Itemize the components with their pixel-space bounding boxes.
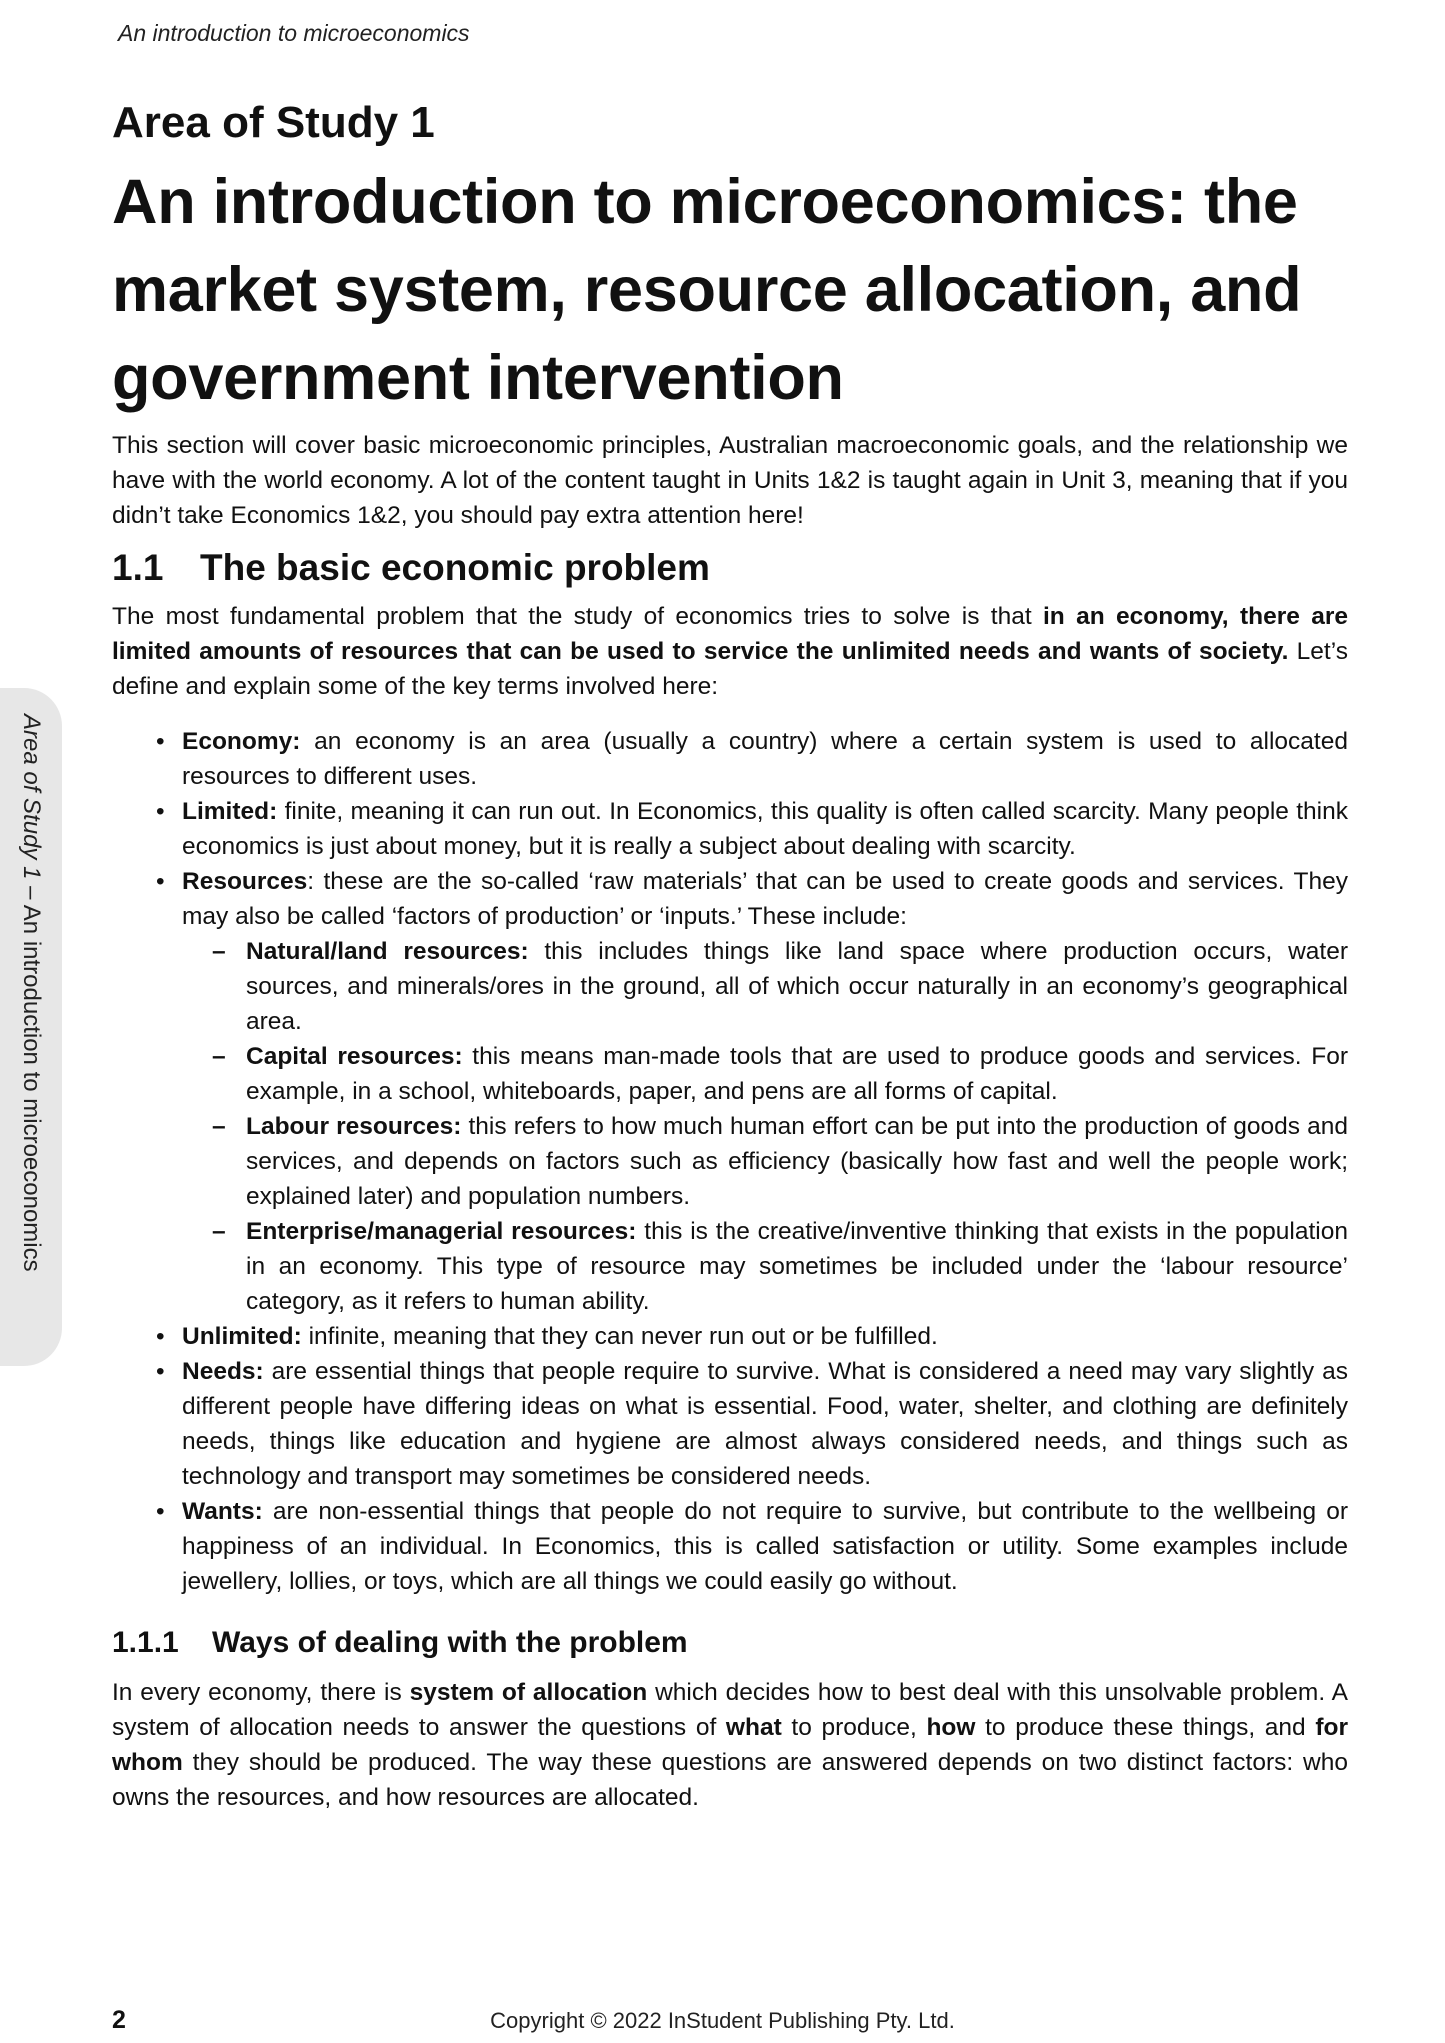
- text-run: they should be produced. The way these questions are answered depends on two distinct factors: who owns the resources, and how resources are allocated.: [112, 1749, 1348, 1811]
- resource-types-list: [182, 934, 1348, 1319]
- term: Enterprise/managerial resources:: [246, 1218, 637, 1245]
- term: Resources: [182, 868, 308, 895]
- bold-run: how: [926, 1714, 976, 1741]
- section-number: 1.1: [112, 547, 164, 588]
- section-heading-1-1-1: [112, 1623, 1348, 1663]
- definition: finite, meaning it can run out. In Economics, this quality is often called scarcity. Many people think economics is just about money, but it is really a subject about dealing with scarcity.: [182, 798, 1348, 860]
- bold-run: in an economy, there are limited amounts of resources that can be used to service the unlimited needs and wants of society.: [112, 603, 1348, 665]
- term: Wants:: [182, 1498, 263, 1525]
- term: Capital resources:: [246, 1043, 463, 1070]
- side-tab: [0, 688, 62, 1366]
- section-title: Ways of dealing with the problem: [212, 1626, 688, 1659]
- text-run: Let’s define and explain some of the key terms involved here:: [112, 638, 1348, 700]
- definition: an economy is an area (usually a country) where a certain system is used to allocated resources to different uses.: [182, 728, 1348, 790]
- list-item-natural: [246, 934, 1348, 1039]
- definition: : these are the so-called ‘raw materials’ that can be used to create goods and services. They may also be called ‘factors of production’ or ‘inputs.’ These include:: [182, 868, 1348, 930]
- text-run: to produce,: [781, 1714, 927, 1741]
- definition: this refers to how much human effort can be put into the production of goods and services, and depends on factors such as efficiency (basically how fast and well the people work; explained later) and population numbers.: [246, 1113, 1348, 1210]
- text-run: to produce these things, and: [975, 1714, 1316, 1741]
- bold-run: what: [725, 1714, 782, 1741]
- page-number: 2: [112, 2006, 126, 2034]
- definition: this includes things like land space where production occurs, water sources, and minerals/ores in the ground, all of which occur naturally in an economy’s geographical area.: [246, 938, 1348, 1035]
- term: Unlimited:: [182, 1323, 302, 1350]
- side-tab-prefix: Area of Study 1: [18, 714, 45, 880]
- running-head: An introduction to microeconomics: [118, 20, 470, 46]
- definition: infinite, meaning that they can never run out or be fulfilled.: [301, 1323, 938, 1350]
- definition: this is the creative/inventive thinking that exists in the population in an economy. This type of resource may sometimes be included under the ‘labour resource’ category, as it refers to human ability.: [246, 1218, 1348, 1315]
- text-run: In every economy, there is: [112, 1679, 410, 1706]
- term: Economy:: [182, 728, 301, 755]
- intro-paragraph: This section will cover basic microeconomic principles, Australian macroeconomic goals, and the relationship we have with the world economy. A lot of the content taught in Units 1&2 is taught again in Unit 3, meaning that if you didn’t take Economics 1&2, you should pay extra attention here!: [112, 432, 1348, 529]
- list-item-needs: [182, 1354, 1348, 1494]
- list-item-resources: [182, 864, 1348, 1319]
- copyright-notice: Copyright © 2022 InStudent Publishing Pty. Ltd.: [490, 2008, 955, 2033]
- bold-run: for whom: [112, 1714, 1348, 1776]
- allocation-paragraph: [112, 1675, 1348, 1815]
- section-number: 1.1.1: [112, 1626, 179, 1659]
- section-heading-1-1: [112, 545, 1348, 591]
- area-label: Area of Study 1: [112, 98, 435, 147]
- term: Limited:: [182, 798, 278, 825]
- problem-paragraph: [112, 599, 1348, 704]
- page-title: An introduction to microeconomics: the market system, resource allocation, and government intervention: [112, 167, 1302, 413]
- list-item-economy: [182, 724, 1348, 794]
- text-run: The most fundamental problem that the study of economics tries to solve is that: [112, 603, 1043, 630]
- definition: are essential things that people require to survive. What is considered a need may vary slightly as different people have differing ideas on what is essential. Food, water, shelter, and clothing are definitely needs, things like education and hygiene are almost always considered needs, and things such as technology and transport may sometimes be considered needs.: [182, 1358, 1348, 1490]
- side-tab-suffix: – An introduction to microeconomics: [18, 879, 45, 1272]
- key-terms-list: [112, 724, 1348, 1599]
- list-item-enterprise: [246, 1214, 1348, 1319]
- list-item-unlimited: [182, 1319, 1348, 1354]
- main-content: [112, 96, 1348, 1815]
- text-run: which decides how to best deal with this unsolvable problem. A system of allocation needs to answer the questions of: [112, 1679, 1348, 1741]
- list-item-capital: [246, 1039, 1348, 1109]
- side-tab-label: [17, 714, 45, 1272]
- section-title: The basic economic problem: [200, 547, 710, 588]
- term: Natural/land resources:: [246, 938, 529, 965]
- list-item-wants: [182, 1494, 1348, 1599]
- list-item-labour: [246, 1109, 1348, 1214]
- bold-run: system of allocation: [409, 1679, 648, 1706]
- definition: are non-essential things that people do not require to survive, but contribute to the wellbeing or happiness of an individual. In Economics, this is called satisfaction or utility. Some examples include jewellery, lollies, or toys, which are all things we could easily go without.: [182, 1498, 1348, 1595]
- term: Labour resources:: [246, 1113, 462, 1140]
- term: Needs:: [182, 1358, 264, 1385]
- definition: this means man-made tools that are used to produce goods and services. For example, in a school, whiteboards, paper, and pens are all forms of capital.: [246, 1043, 1348, 1105]
- list-item-limited: [182, 794, 1348, 864]
